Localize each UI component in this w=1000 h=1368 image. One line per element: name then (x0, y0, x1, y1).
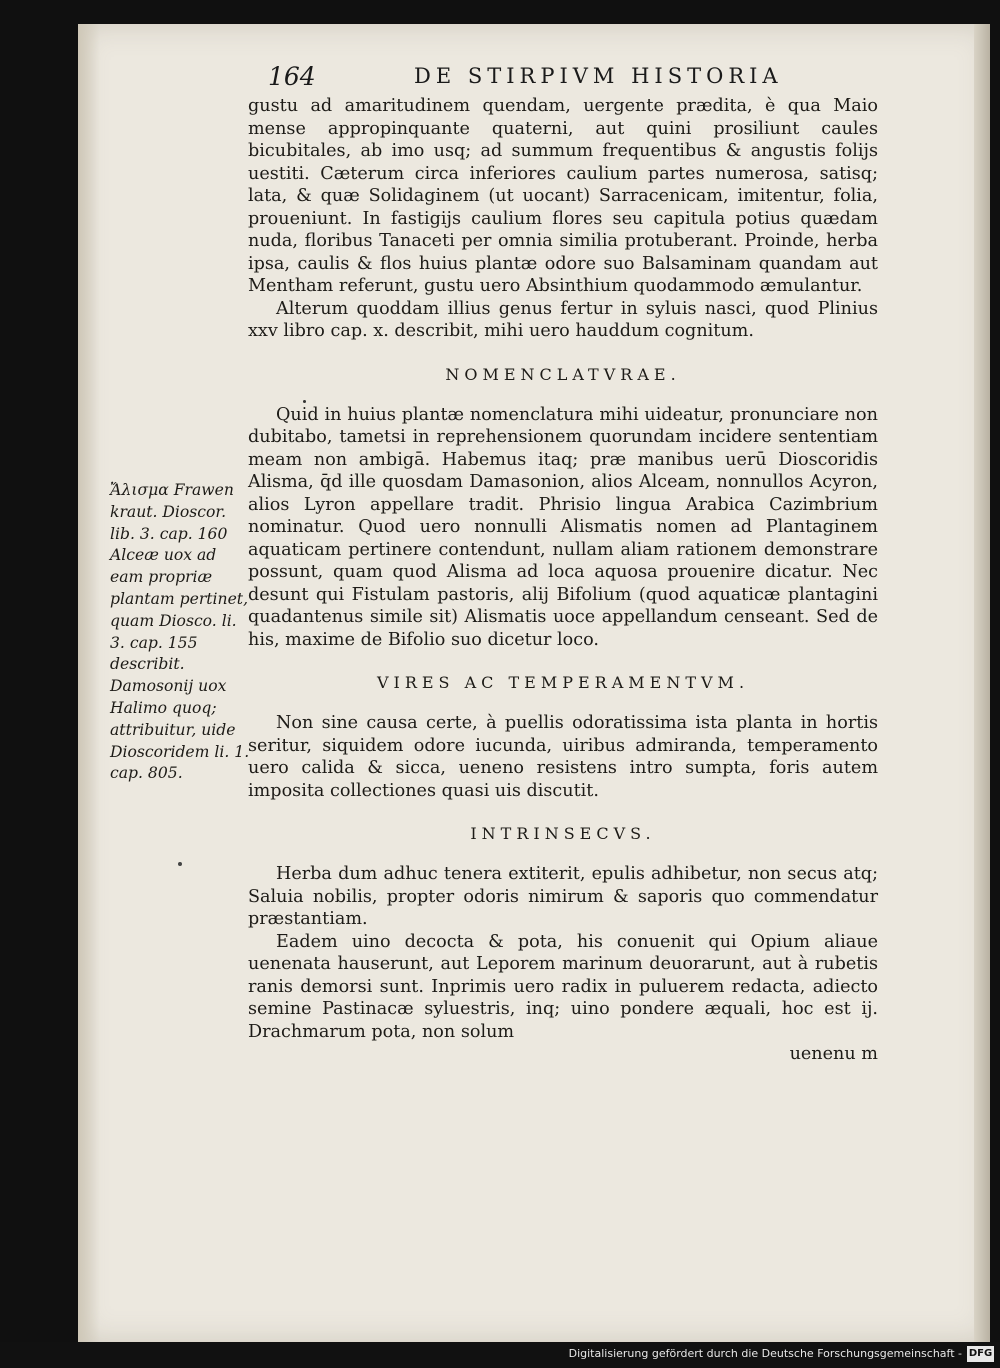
catchword: uenenu m (789, 1044, 878, 1064)
paragraph-description: gustu ad amaritudinem quendam, uergente prædita, è qua Maio mense appropinquante quaterni, aut quini prosiliunt caules bicubitales, ab imo usq; ad summum frequentibus & angustis folijs uestiti. Cæterum circa inferiores caulium partes numerosa, satisq; lata, & quæ Solidaginem (ut uocant) Sarracenicam, imitentur, folia, proueniunt. In fastigijs caulium flores seu capitula potius quædam nuda, floribus Tanaceti per omnia similia protuberant. Proinde, herba ipsa, caulis & flos huius plantæ odore suo Balsaminam quandam aut Mentham referunt, gustu uero Absinthium quodammodo æmulantur. (248, 96, 878, 296)
running-head (268, 62, 868, 96)
paragraph-intrinsecus-2: Eadem uino decocta & pota, his conuenit qui Opium aliaue uenenata hauserunt, aut Leporem marinum deuorarunt, aut à rubetis ranis demorsi sunt. Inprimis uero radix in puluerem redacta, adiecto semine Pastinacæ syluestris, inq; uino pondere æquali, hoc est ij. Drachmarum pota, non solum (248, 931, 878, 1042)
paragraph-nomenclature: Quid in huius plantæ nomenclatura mihi uideatur, pronunciare non dubitabo, tametsi in reprehensionem quorundam incidere sententiam meam non ambigā. Habemus itaq; præ manibus uerū Dioscoridis Alisma, q̄d ille quosdam Damasonion, alios Alceam, nonnullos Acyron, alios Lyron appellare tradit. Phrisio lingua Arabica Cazimbrium nominatur. Quod uero nonnulli Alismatis nomen ad Plantaginem aquaticam pertinere contendunt, nullam aliam rationem demonstrare possunt, quam quod Alisma ad loca aquosa prouenire dicatur. Nec desunt qui Fistulam pastoris, alij Bifolium (quod aquaticæ plantagini quadantenus simile sit) Alismatis uoce appellandum censeant. Sed de his, maxime de Bifolio suo dicetur loco. (248, 404, 878, 650)
page-number: 164 (268, 62, 316, 91)
footer-credit: Digitalisierung gefördert durch die Deutsche Forschungsgemeinschaft - (568, 1347, 962, 1360)
ink-speck (178, 862, 182, 866)
heading-intrinsecus: INTRINSECVS. (470, 824, 656, 843)
page-gutter-shadow (78, 24, 100, 1342)
main-text-column (248, 95, 878, 1066)
footer-bar (0, 1342, 1000, 1368)
running-title: DE STIRPIVM HISTORIA (414, 64, 783, 88)
heading-vires: VIRES AC TEMPERAMENTVM. (376, 673, 750, 692)
dfg-logo-icon: DFG (967, 1346, 994, 1362)
paragraph-intrinsecus-1: Herba dum adhuc tenera extiterit, epulis adhibetur, non secus atq; Saluia nobilis, propter odoris nimirum & saporis quo commendatur præstantiam. (248, 864, 878, 929)
margin-note: Ἄλισμα Frawen kraut. Dioscor. lib. 3. cap. 160 Alceæ uox ad eam propriæ plantam pertinet, quam Diosco. li. 3. cap. 155 describit. Damosonij uox Halimo quoq; attribuitur, uide Dioscoridem li. 1. cap. 805. (110, 481, 250, 783)
page-edge (974, 24, 990, 1342)
paragraph-other-kind: Alterum quoddam illius genus fertur in syluis nasci, quod Plinius xxv libro cap. x. describit, mihi uero hauddum cognitum. (248, 298, 878, 341)
paragraph-vires: Non sine causa certe, à puellis odoratissima ista planta in hortis seritur, siquidem odore iucunda, uiribus admiranda, temperamento uero calida & sicca, ueneno resistens intro sumpta, foris autem imposita collectiones quasi uis discutit. (248, 713, 878, 801)
heading-nomenclature: NOMENCLATVRAE. (445, 364, 681, 384)
